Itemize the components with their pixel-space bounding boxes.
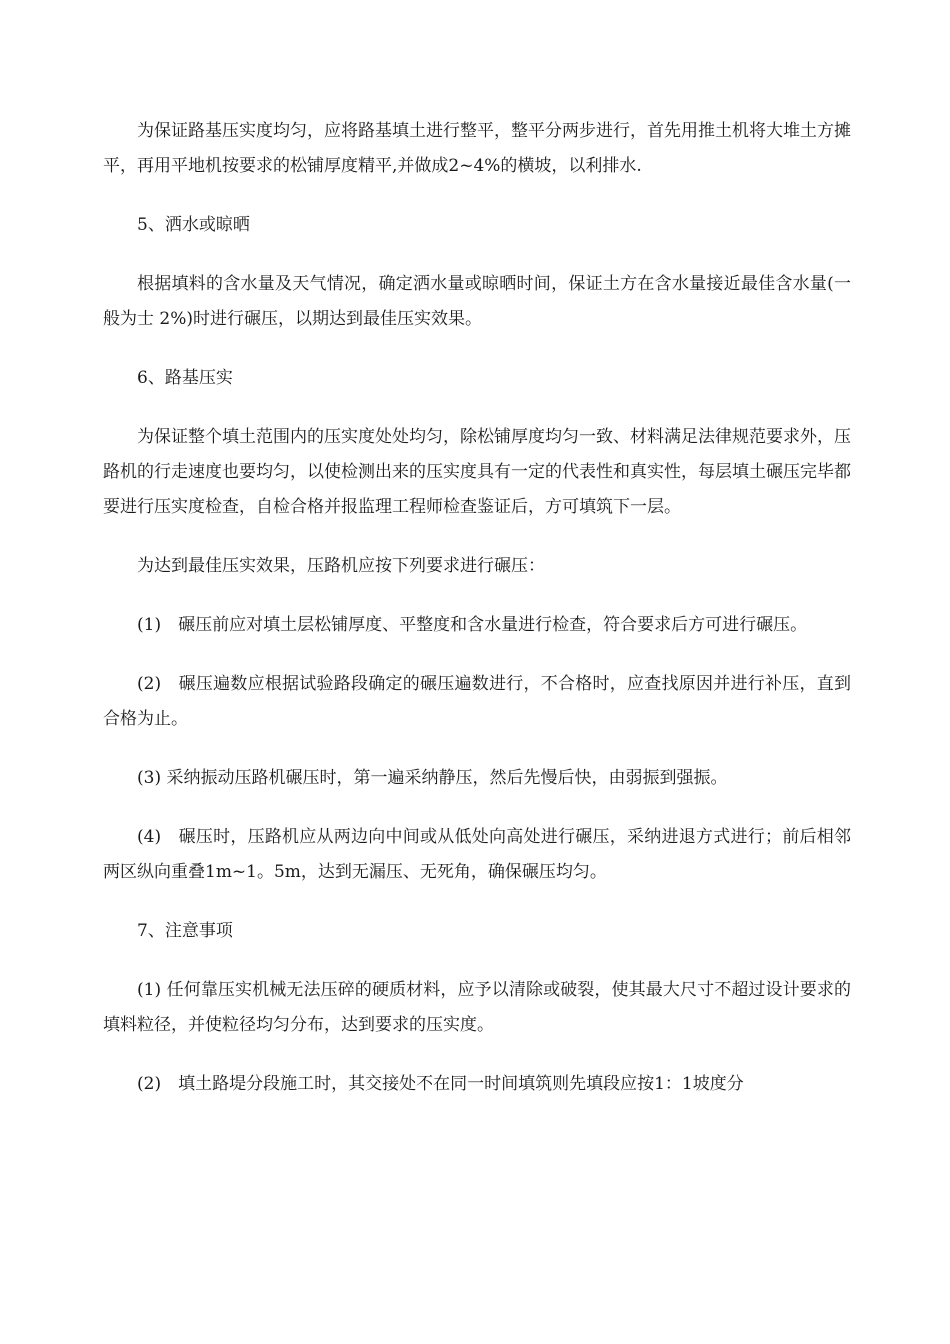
note-item-1: (1) 任何靠压实机械无法压碎的硬质材料，应予以清除或破裂，使其最大尺寸不超过设计要求的填料粒径，并使粒径均匀分布，达到要求的压实度。: [103, 980, 851, 1035]
list-item-3: (3) 采纳振动压路机碾压时，第一遍采纳静压，然后先慢后快，由弱振到强振。: [137, 768, 728, 788]
document-page: [103, 114, 851, 1126]
list-item-4: (4) 碾压时，压路机应从两边向中间或从低处向高处进行碾压，采纳进退方式进行；前后相邻两区纵向重叠1m~1。5m，达到无漏压、无死角，确保碾压均匀。: [103, 827, 851, 882]
note-item-2: (2) 填土路堤分段施工时，其交接处不在同一时间填筑则先填段应按1：1坡度分: [137, 1074, 744, 1094]
list-item-2: (2) 碾压遍数应根据试验路段确定的碾压遍数进行，不合格时，应查找原因并进行补压，直到合格为止。: [103, 674, 851, 729]
paragraph-leveling: 为保证路基压实度均匀，应将路基填土进行整平，整平分两步进行，首先用推土机将大堆土方摊平，再用平地机按要求的松铺厚度精平,并做成2~4%的横坡，以利排水.: [103, 121, 851, 176]
paragraph-uniformity: 为保证整个填土范围内的压实度处处均匀，除松铺厚度均匀一致、材料满足法律规范要求外，压路机的行走速度也要均匀，以使检测出来的压实度具有一定的代表性和真实性，每层填土碾压完毕都要进行压实度检查，自检合格并报监理工程师检查鉴证后，方可填筑下一层。: [103, 427, 851, 517]
heading-watering: 5、洒水或晾晒: [137, 215, 250, 235]
list-item-1: (1) 碾压前应对填土层松铺厚度、平整度和含水量进行检查，符合要求后方可进行碾压。: [137, 615, 808, 635]
heading-compaction: 6、路基压实: [137, 368, 233, 388]
paragraph-roller-requirements: 为达到最佳压实效果，压路机应按下列要求进行碾压：: [137, 556, 545, 576]
heading-notes: 7、注意事项: [137, 921, 233, 941]
paragraph-moisture: 根据填料的含水量及天气情况，确定洒水量或晾晒时间，保证土方在含水量接近最佳含水量(一般为士 2%)时进行碾压，以期达到最佳压实效果。: [103, 274, 851, 329]
